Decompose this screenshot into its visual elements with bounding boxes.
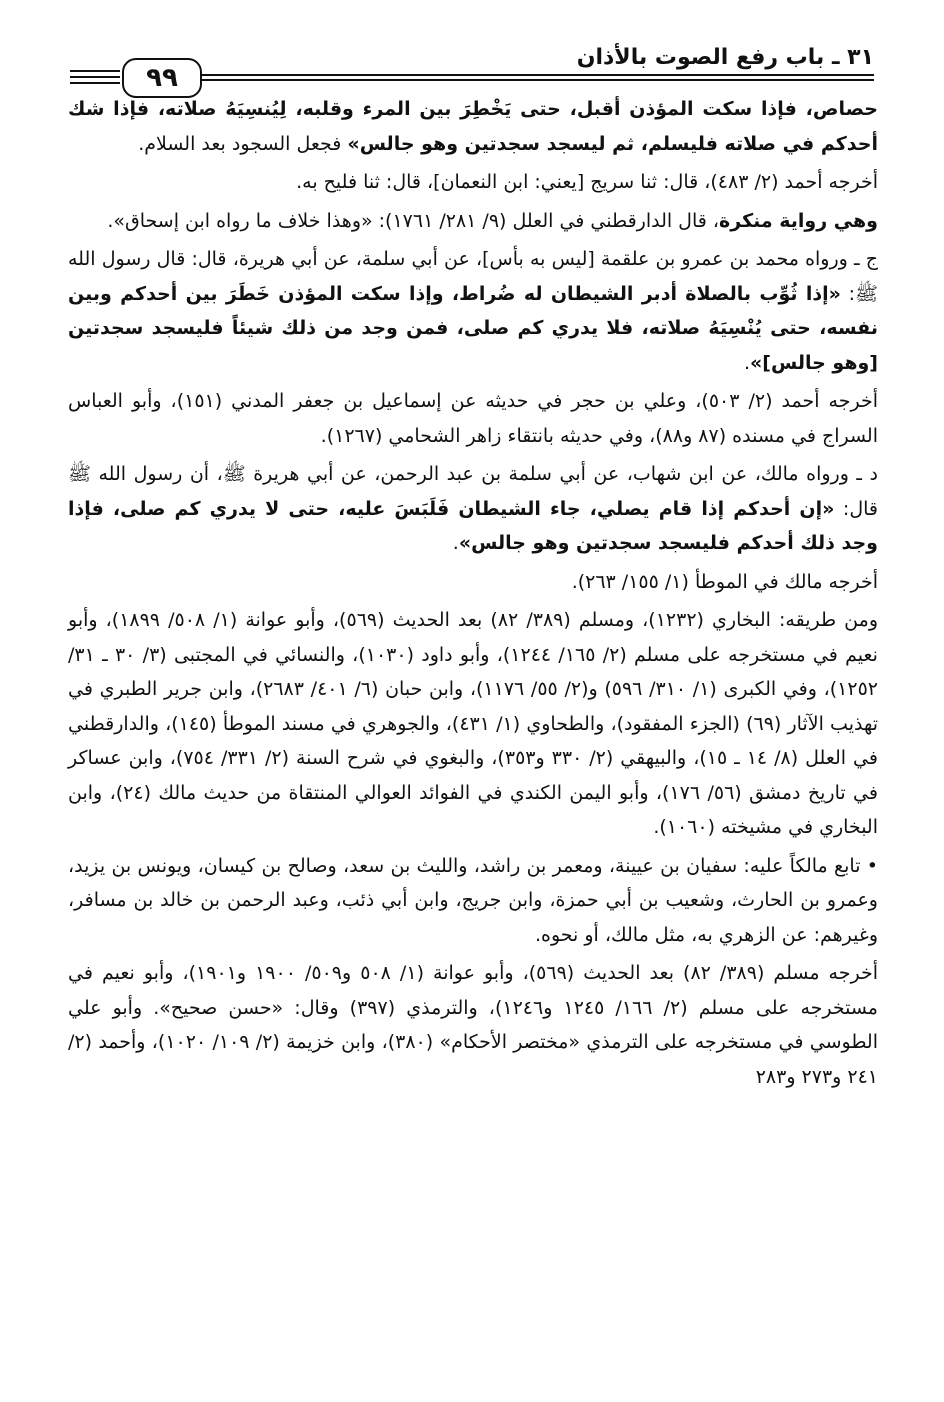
paragraph-text: أخرجه مسلم (٣٨٩/ ٨٢) بعد الحديث (٥٦٩)، وأبو عوانة (١/ ٥٠٨ و٥٠٩/ ١٩٠٠ و١٩٠١)، وأبو نعيم في مستخرجه على مسلم (٢/ ١٦٦/ ١٢٤٥ و١٢٤٦)، والترمذي (٣٩٧) وقال: «حسن صحيح». وأبو علي الطوسي في مستخرجه على الترمذي «مختصر الأحكام» (٣٨٠)، وابن خزيمة (٢/ ١٠٩/ ١٠٢٠)، وأحمد (٢/ ٢٤١ و٢٧٣ و٢٨٣	[68, 962, 878, 1088]
paragraph-text: فجعل السجود بعد السلام.	[138, 132, 348, 155]
header-rule	[200, 79, 874, 81]
body-text	[68, 92, 878, 1098]
hadith-text: حصاص، فإذا سكت المؤذن أقبل، حتى يَخْطِرَ بين المرء وقلبه، لِيُنسِيَهُ صلاته، فإذا شك أحدكم في صلاته فليسلم، ثم ليسجد سجدتين وهو جالس»	[68, 98, 878, 155]
header-rule	[70, 70, 120, 72]
header-rule	[70, 82, 120, 84]
paragraph-text: أخرجه أحمد (٢/ ٥٠٣)، وعلي بن حجر في حديثه عن إسماعيل بن جعفر المدني (١٥١)، وأبو العباس السراج في مسنده (٨٧ و٨٨)، وفي حديثه بانتقاء زاهر الشحامي (١٢٦٧).	[68, 390, 878, 447]
paragraph	[68, 92, 878, 161]
paragraph-text: .	[743, 351, 751, 374]
paragraph-text: ج ـ ورواه محمد بن عمرو بن علقمة [ليس به بأس]، عن أبي سلمة، عن أبي هريرة، قال: قال رسول الله ﷺ:	[68, 248, 878, 305]
paragraph-text: • تابع مالكاً عليه: سفيان بن عيينة، ومعمر بن راشد، والليث بن سعد، وصالح بن كيسان، ويونس بن يزيد، وعمرو بن الحارث، وشعيب بن أبي حمزة، وابن جريج، وابن أبي ذئب، وعبد الرحمن بن خالد بن مسافر، وغيرهم: عن الزهري به، مثل مالك، أو نحوه.	[68, 854, 878, 946]
paragraph	[68, 384, 878, 453]
hadith-text: «إن أحدكم إذا قام يصلي، جاء الشيطان فَلَبَسَ عليه، حتى لا يدري كم صلى، فإذا وجد ذلك أحدكم فليسجد سجدتين وهو جالس»	[68, 497, 878, 554]
page-number: ٩٩	[122, 58, 202, 98]
paragraph-text: ، قال الدارقطني في العلل (٩/ ٢٨١/ ١٧٦١): «وهذا خلاف ما رواه ابن إسحاق».	[107, 209, 720, 232]
hadith-text: وهي رواية منكرة	[719, 209, 878, 232]
chapter-title: ٣١ ـ باب رفع الصوت بالأذان	[576, 45, 874, 70]
paragraph-text: أخرجه مالك في الموطأ (١/ ١٥٥/ ٢٦٣).	[571, 570, 878, 593]
paragraph	[68, 849, 878, 953]
hadith-text: «إذا ثُوِّب بالصلاة أدبر الشيطان له ضُراط، وإذا سكت المؤذن خَطَرَ بين أحدكم وبين نفسه، حتى يُنْسِيَهُ صلاته، فلا يدري كم صلى، فمن وجد من ذلك شيئاً فليسجد سجدتين [وهو جالس]»	[68, 282, 878, 374]
paragraph	[68, 204, 878, 239]
paragraph	[68, 956, 878, 1094]
paragraph-text: ومن طريقه: البخاري (١٢٣٢)، ومسلم (٣٨٩/ ٨٢) بعد الحديث (٥٦٩)، وأبو عوانة (١/ ٥٠٨/ ١٨٩٩)، وأبو نعيم في مستخرجه على مسلم (٢/ ١٦٥/ ١٢٤٤)، وأبو داود (١٠٣٠)، والنسائي في المجتبى (٣/ ٣٠ ـ ٣١/ ١٢٥٢)، وفي الكبرى (١/ ٣١٠/ ٥٩٦) و(٢/ ٥٥/ ١١٧٦)، وابن حبان (٦/ ٤٠١/ ٢٦٨٣)، وابن جرير الطبري في تهذيب الآثار (٦٩) (الجزء المفقود)، والطحاوي (١/ ٤٣١)، والجوهري في مسند الموطأ (١٤٥)، والدارقطني في العلل (٨/ ١٤ ـ ١٥)، والبيهقي (٢/ ٣٣٠ و٣٥٣)، والبغوي في شرح السنة (٢/ ٣٣١/ ٧٥٤)، وابن عساكر في تاريخ دمشق (٥٦/ ١٧٦)، وأبو اليمن الكندي في الفوائد العوالي المنتقاة من حديث مالك (٢٤)، وابن البخاري في مشيخته (١٠٦٠).	[68, 609, 879, 838]
paragraph	[68, 242, 878, 380]
paragraph	[68, 165, 878, 200]
paragraph-text: أخرجه أحمد (٢/ ٤٨٣)، قال: ثنا سريج [يعني: ابن النعمان]، قال: ثنا فليح به.	[296, 171, 878, 193]
paragraph	[68, 457, 878, 561]
paragraph-text: .	[452, 532, 459, 554]
header-rule	[70, 76, 120, 78]
paragraph	[68, 565, 878, 600]
header-rule	[200, 74, 874, 76]
paragraph	[68, 603, 878, 845]
paragraph-text: د ـ ورواه مالك، عن ابن شهاب، عن أبي سلمة بن عبد الرحمن، عن أبي هريرة ﷺ، أن رسول الله ﷺ قال:	[68, 463, 878, 520]
